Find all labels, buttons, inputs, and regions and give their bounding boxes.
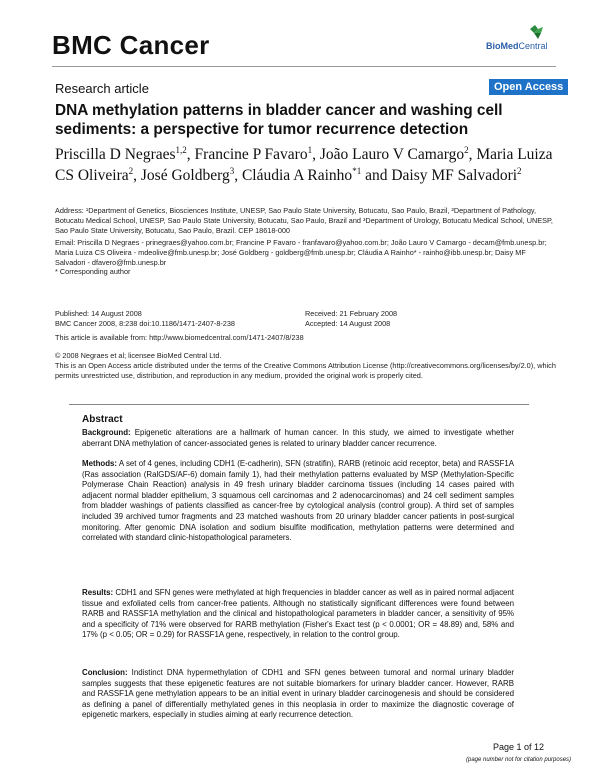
open-access-badge: Open Access xyxy=(489,79,568,95)
author-name: José Goldberg xyxy=(140,167,230,185)
corresponding-author-note: * Corresponding author xyxy=(55,267,131,276)
abstract-conclusion: Conclusion: Indistinct DNA hypermethylation of CDH1 and SFN genes between tumoral and normal urinary bladder samples suggests that these epigenetic features are not suitable biomarkers for urinary bladder cancer. However, RARB and RASSF1A gene methylation appears to be an initial event in urinary bladder carcinogenesis and should be considered as defining a panel of differentially methylated genes in this neoplasia in order to maximize the diagnostic coverage of epigenetic markers, especially in studies aiming at early recurrence detection. xyxy=(82,668,514,720)
author-affiliation: 2 xyxy=(517,166,522,177)
author-name: Cláudia A Rainho xyxy=(241,167,353,185)
author-affiliation: 2 xyxy=(128,166,134,177)
author-name: Priscilla D Negraes xyxy=(55,146,176,164)
author-emails: Email: Priscilla D Negraes - prinegraes@yahoo.com.br; Francine P Favaro - franfavaro@yahoo.com.br; João Lauro V Camargo - decam@fmb.unesp.br; Maria Luiza CS Oliveira - mdeolive@fmb.unesp.br; José Goldberg - goldberg@fmb.unesp.br; Cláudia A Rainho* - rainho@ibb.unesp.br; Daisy MF Salvadori - dfavero@fmb.unesp.br xyxy=(55,238,547,267)
page-number: Page 1 of 12 xyxy=(493,742,545,752)
author-affiliation: 3 xyxy=(229,166,235,177)
abstract-methods: Methods: A set of 4 genes, including CDH1 (E-cadherin), SFN (stratifin), RARB (retinoic acid receptor, beta) and RASSF1A (Ras association (RalGDS/AF-6) domain family 1), had their methylation patterns evaluated by MSP (Methylation-Specific Polymerase Chain Reaction) analysis in 49 fresh urinary bladder carcinoma tissues (including 14 cases paired with adjacent normal bladder epithelium, 3 squamous cell carcinomas and 2 adenocarcinomas) and 24 cell sediment samples from bladder washings of patients classified as cancer-free by cytological analysis (control group). A third set of samples included 39 archived tumor fragments and 23 matched washouts from 20 urinary bladder cancer patients in post-surgical monitoring. After genomic DNA isolation and sodium bisulfite modification, methylation patterns were determined and correlated with standard clinic-histopathological parameters. xyxy=(82,459,514,543)
page-note: (page number not for citation purposes) xyxy=(466,757,572,763)
article-type: Research article xyxy=(55,81,149,96)
journal-title: BMC Cancer xyxy=(52,30,210,60)
author-name: Maria Luiza CS Oliveira xyxy=(55,146,553,185)
citation: BMC Cancer 2008, 8:238 doi:10.1186/1471-2407-8-238 xyxy=(55,319,235,328)
abstract-results: Results: CDH1 and SFN genes were methylated at high frequencies in bladder cancer as well as in paired normal adjacent tissue and exfoliated cells from cancer-free patients. Although no statistically significant differences were found between RARB and RASSF1A methylation and the clinical and histopathological parameters in bladder cancer, a sensitivity of 95% and a specificity of 71% were observed for RARB methylation (Fisher's Exact test (p < 0.0001; OR = 48.89) and, 58% and 17% (p < 0.05; OR = 0.29) for RASSF1A gene, respectively, in relation to the control group. xyxy=(82,588,514,640)
accepted-date: Accepted: 14 August 2008 xyxy=(305,319,391,328)
author-name: Daisy MF Salvadori xyxy=(391,167,518,185)
received-date: Received: 21 February 2008 xyxy=(305,309,398,318)
license-text: This is an Open Access article distributed under the terms of the Creative Commons Attribution License (http://creativecommons.org/licenses/by/2.0), which permits unrestricted use, distribution, and reproduction in any medium, provided the original work is properly cited. xyxy=(55,361,556,380)
header-rule xyxy=(52,66,556,67)
author-affiliation: 1 xyxy=(307,145,313,155)
article-title: DNA methylation patterns in bladder cancer and washing cell sediments: a perspective for tumor recurrence detection xyxy=(55,102,503,138)
dates-info xyxy=(305,309,555,329)
abstract-heading: Abstract xyxy=(82,414,123,425)
biomed-logo-icon xyxy=(526,24,544,40)
author-affiliation: *1 xyxy=(352,166,362,177)
abstract-background: Background: Epigenetic alterations are a hallmark of human cancer. In this study, we aimed to investigate whether aberrant DNA methylation of cancer-associated genes is related to urinary bladder cancer recurrence. xyxy=(82,428,514,448)
author-list: Priscilla D Negraes$^{1,2}$, Francine P Favaro$^1$, João Lauro V Camargo$^2$, Maria Luiza CS Oliveira$^2$, José Goldberg$^3$, Cláudia A Rainho$^{*1}$ and Daisy MF Salvadori$^2$ xyxy=(55,145,553,185)
author-affiliation: 2 xyxy=(464,145,469,155)
author-name: Francine P Favaro xyxy=(194,146,308,164)
author-affiliation: 1,2 xyxy=(175,145,187,155)
biomed-central-logo xyxy=(486,26,556,52)
author-name: João Lauro V Camargo xyxy=(319,146,465,164)
published-date: Published: 14 August 2008 xyxy=(55,309,142,318)
article-url: This article is available from: http://www.biomedcentral.com/1471-2407/8/238 xyxy=(55,333,304,342)
affiliations: Address: ¹Department of Genetics, Biosciences Institute, UNESP, Sao Paulo State University, Botucatu, Sao Paulo, Brazil, ²Department of Pathology, Botucatu Medical School, UNESP, Sao Paulo State University, Botucatu, Sao Paulo, Brazil and ³Department of Urology, Botucatu Medical School, UNESP, Sao Paulo State University, Botucatu, Sao Paulo, Brazil. CEP 18618-000 xyxy=(55,206,553,235)
logo-wordmark: BioMedCentral xyxy=(486,41,548,51)
copyright: © 2008 Negraes et al; licensee BioMed Central Ltd. xyxy=(55,351,222,360)
abstract-box xyxy=(69,404,529,781)
